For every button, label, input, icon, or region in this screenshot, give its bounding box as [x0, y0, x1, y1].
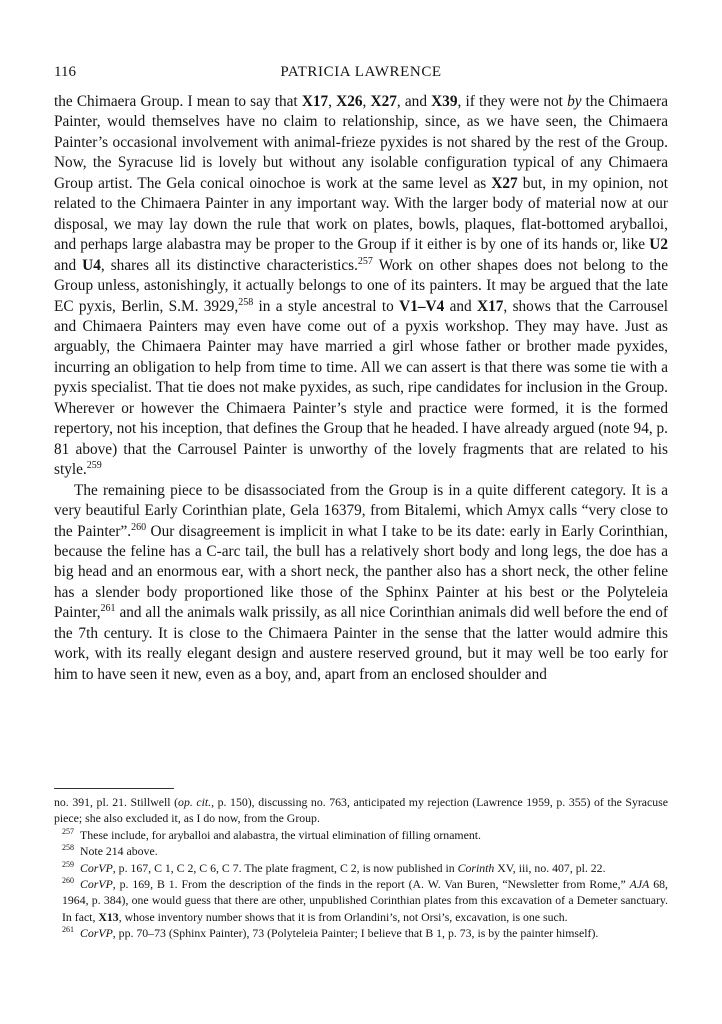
catalogue-ref: X13: [98, 909, 119, 924]
catalogue-ref: X26: [336, 93, 363, 110]
catalogue-ref: U4: [82, 256, 101, 274]
text-run: ,: [328, 93, 337, 110]
footnote-number: 257: [62, 826, 74, 836]
text-run: , p. 150), discussing no. 763, anticipated my rejection (Lawrence 1959, p. 355) of the Syracuse piece; she also excluded it, as I do now, from the Group.: [54, 795, 668, 826]
footnote: [54, 925, 668, 941]
catalogue-ref: V1–V4: [399, 297, 445, 315]
text-run: , shows that the Carrousel and Chimaera Painters may even have come out of a pyxis workshop. They may have. Just as arguably, the Chimaera Painter may have married a girl whose father or brother made pyxides, incurring an obligation to help from time to time. All we can assert is that there was some tie with a pyxis specialist. That tie does not make pyxides, as such, ripe candidates for inclusion in the Group. Wherever or however the Chimaera Painter’s style and practice were formed, it is the formed repertory, not his inception, that defines the Group that he headed. I have already argued (note 94, p. 81 above) that the Carrousel Painter is unworthy of the lovely fragments that are related to his style.: [54, 297, 668, 479]
running-header: [54, 64, 668, 84]
text-run: no. 391, pl. 21. Stillwell (: [54, 795, 179, 809]
text-run: , if they were not: [457, 93, 568, 110]
catalogue-ref: X17: [301, 93, 329, 110]
footnote: [54, 876, 668, 925]
catalogue-ref: X27: [491, 174, 518, 192]
catalogue-ref: U2: [649, 236, 668, 254]
italic-text: by: [567, 93, 582, 110]
text-run: The remaining piece to be disassociated from the Group is in a quite different category. It is a very beautiful Early Corinthian plate, Gela 16379, from Bitalemi, which Amyx calls “very close to the Painter”.: [54, 481, 668, 540]
text-run: but, in my opinion, not related to the Chimaera Painter in any important way. With the larger body of material now at our disposal, we may lay down the rule that work on plates, bowls, plaques, flat-bottomed aryballoi, and perhaps large alabastra may be proper to the Group if it either is by one of its hands or, like: [54, 174, 668, 254]
text-run: the Chimaera Painter, would themselves have no claim to relationship, since, as we have seen, the Chimaera Painter’s occasional involvement with animal-frieze pyxides is not shared by the rest of the Group. Now, the Syracuse lid is lovely but without any isolable configuration typical of any Chimaera Group artist. The Gela conical oinochoe is work at the same level as: [54, 93, 668, 192]
italic-text: CorVP: [80, 926, 113, 941]
footnote-marker: 261: [100, 603, 116, 615]
text-run: Work on other shapes does not belong to the Group unless, astonishingly, it actually belongs to one of its painters. It may be argued that the late EC pyxis, Berlin, S.M. 3929,: [54, 256, 668, 315]
text-run: and: [444, 297, 478, 315]
footnote-marker: 257: [357, 255, 373, 267]
footnote-marker: 259: [86, 460, 102, 472]
footnote-number: 260: [62, 876, 74, 886]
footnote: [54, 794, 668, 827]
text-run: , p. 167, C 1, C 2, C 6, C 7. The plate fragment, C 2, is now published in: [112, 860, 458, 875]
text-run: , p. 169, B 1. From the description of the finds in the report (A. W. Van Buren, “Newsletter from Rome,”: [112, 877, 630, 892]
text-run: ,: [362, 93, 371, 110]
catalogue-ref: X27: [370, 93, 397, 110]
text-run: 68, 1964, p. 384), one would guess that there are other, unpublished Corinthian plates from this excavation of a Demeter sanctuary. In fact,: [62, 877, 668, 924]
footnote-number: 261: [62, 925, 74, 935]
text-run: , shares all its distinctive characteristics.: [100, 256, 358, 274]
footnote: [54, 860, 668, 876]
footnote: [54, 827, 668, 843]
text-run: , and: [396, 93, 432, 110]
catalogue-ref: X17: [477, 297, 504, 315]
text-run: Our disagreement is implicit in what I take to be its date: early in Early Corinthian, because the feline has a C-arc tail, the bull has a relatively short body and long legs, the doe has a big head and an enormous ear, with a short neck, the panther also has a short neck, the other feline has a slender body proportioned like those of the Sphinx Painter at his best or the Polyteleia Painter,: [54, 522, 668, 622]
footnote-marker: 260: [131, 521, 147, 533]
text-run: the Chimaera Group. I mean to say that: [54, 93, 302, 110]
italic-text: CorVP: [80, 877, 113, 892]
text-run: These include, for aryballoi and alabastra, the virtual elimination of filling ornament.: [80, 827, 481, 842]
italic-text: AJA: [629, 877, 650, 892]
italic-text: Corinth: [457, 860, 495, 875]
paragraph: [54, 481, 668, 686]
italic-text: op. cit.: [178, 795, 212, 809]
text-run: in a style ancestral to: [253, 297, 400, 315]
footnote-number: 259: [62, 859, 74, 869]
text-run: , pp. 70–73 (Sphinx Painter), 73 (Polyteleia Painter; I believe that B 1, p. 73, is by the painter himself).: [112, 926, 599, 941]
text-run: and: [54, 256, 83, 274]
footnotes: [54, 794, 668, 942]
page-number: 116: [54, 64, 76, 80]
catalogue-ref: X39: [431, 93, 458, 110]
text-run: Note 214 above.: [80, 844, 158, 859]
running-head-author: PATRICIA LAWRENCE: [280, 64, 442, 80]
text-run: and all the animals walk prissily, as all nice Corinthian animals did well before the end of the 7th century. It is close to the Chimaera Painter in the sense that the latter would admire this work, with its really elegant design and austere reserved ground, but it may well be too early for him to have seen it new, even as a boy, and, apart from an enclosed shoulder and: [54, 604, 668, 683]
text-run: XV, iii, no. 407, pl. 22.: [494, 860, 606, 875]
text-run: , whose inventory number shows that it is from Orlandini’s, not Orsi’s, excavation, is one such.: [118, 909, 568, 924]
italic-text: CorVP: [80, 860, 113, 875]
main-text: [54, 92, 668, 685]
footnote: [54, 843, 668, 859]
footnote-marker: 258: [238, 296, 254, 308]
paragraph: [54, 92, 668, 481]
footnote-number: 258: [62, 843, 74, 853]
footnote-divider: [54, 788, 174, 789]
